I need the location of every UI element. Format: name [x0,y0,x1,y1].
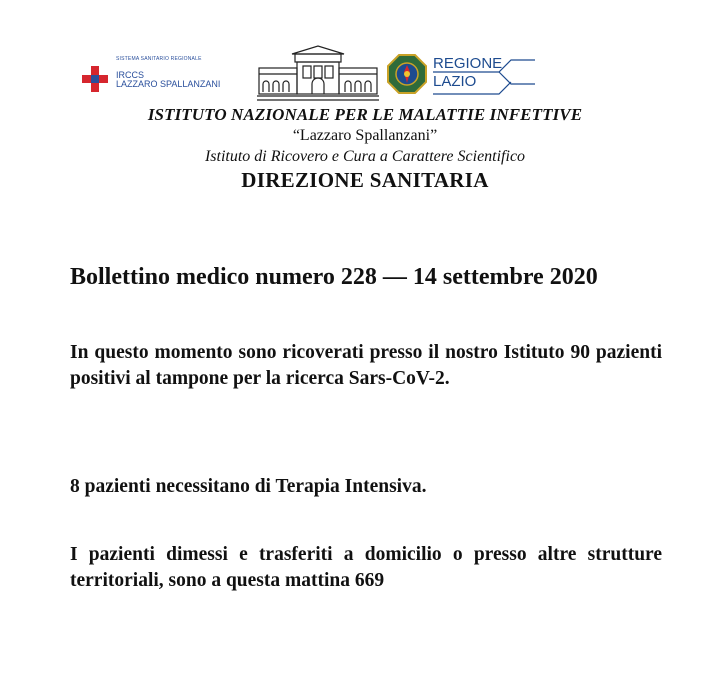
regione-lazio-logo [387,54,547,98]
lazio-label: LAZIO [433,73,477,90]
lazio-emblem-icon [387,54,427,94]
document-header [0,104,720,194]
irccs-institute-label: LAZZARO SPALLANZANI [116,79,221,89]
building-icon [257,44,379,102]
irccs-small-caption: SISTEMA SANITARIO REGIONALE [116,56,202,62]
department-title: DIREZIONE SANITARIA [241,168,489,192]
irccs-label: IRCCS [116,70,145,80]
institute-name: ISTITUTO NAZIONALE PER LE MALATTIE INFETTIVE [147,105,583,124]
logo-strip [80,44,550,104]
institute-description: Istituto di Ricovero e Cura a Carattere Scientifico [204,148,526,165]
bulletin-title: Bollettino medico numero 228 — 14 settembre 2020 [70,264,598,290]
regione-label: REGIONE [433,55,503,72]
bulletin-paragraph-discharged: I pazienti dimessi e trasferiti a domicilio o presso altre strutture territoriali, sono a questa mattina 669 [70,544,662,591]
irccs-logo [80,58,260,94]
bulletin-paragraph-hospitalized: In questo momento sono ricoverati presso il nostro Istituto 90 pazienti positivi al tampone per la ricerca Sars-CoV-2. [70,342,662,389]
bulletin-paragraph-intensive-care: 8 pazienti necessitano di Terapia Intensiva. [70,476,427,497]
red-cross-icon [82,66,108,92]
institute-subname: “Lazzaro Spallanzani” [292,127,438,144]
